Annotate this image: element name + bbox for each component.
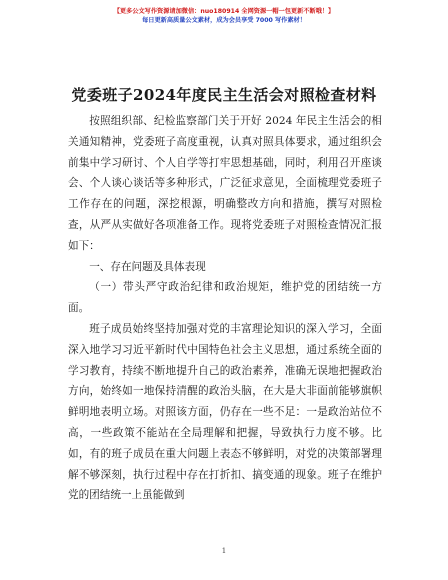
promo-line-1: 【更多公文写作资源请加微信：nuo180914 全网资源一帽一包更新不断哦！】 xyxy=(113,8,335,15)
section-heading: 一、存在问题及具体表现 xyxy=(89,260,206,273)
document-body xyxy=(68,111,382,506)
document-title: 党委班子2024年度民主生活会对照检查材料 xyxy=(71,86,377,104)
promo-banner xyxy=(0,7,448,25)
page-number: 1 xyxy=(221,547,227,555)
promo-line-2: 每日更新高质量公文素材，成为会员享受 7000 写作素材！ xyxy=(142,17,306,24)
body-paragraph: 班子成员始终坚持加强对党的丰富理论知识的深入学习，全面深入地学习习近平新时代中国特色社会主义思想，通过系统全面的学习教育，持续不断地提升自己的政治素养，准确无误地把握政治方向，始终如一地保持清醒的政治头脑，在大是大非面前能够旗帜鲜明地表明立场。对照该方面，仍存在一些不足：一是政治站位不高，一些政策不能站在全局理解和把握，导致执行力度不够。比如，有的班子成员在重大问题上表态不够鲜明，对党的决策部署理解不够深刻，执行过程中存在打折扣、搞变通的现象。班子在维护党的团结统一上虽能做到 xyxy=(68,322,382,502)
subsection-heading: （一）带头严守政治纪律和政治规矩，维护党的团结统一方面。 xyxy=(68,281,382,315)
intro-paragraph: 按照组织部、纪检监察部门关于开好 2024 年民主生活会的相关通知精神，党委班子高度重视，认真对照具体要求，通过组织会前集中学习研讨、个人自学等打牢思想基础，同时，利用召开座谈会、个人谈心谈话等多种形式，广泛征求意见，全面梳理党委班子工作存在的问题，深挖根源，明确整改方向和措施，撰写对照检查，从严从实做好各项准备工作。现将党委班子对照检查情况汇报如下： xyxy=(68,115,382,252)
